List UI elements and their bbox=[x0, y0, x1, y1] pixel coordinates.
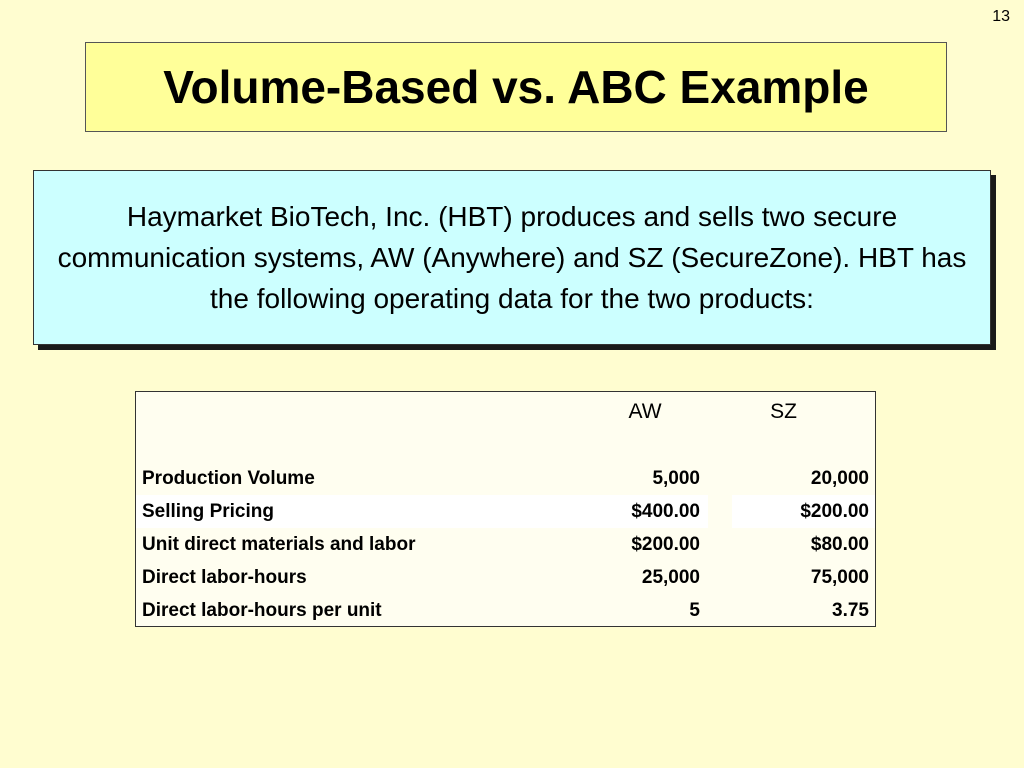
page-number: 13 bbox=[992, 8, 1010, 25]
table-row bbox=[136, 561, 875, 594]
description-box bbox=[33, 170, 991, 345]
sz-value: $200.00 bbox=[732, 495, 875, 528]
table-row bbox=[136, 594, 875, 627]
spacer-row bbox=[136, 432, 875, 462]
table-row bbox=[136, 528, 875, 561]
table-row bbox=[136, 495, 875, 528]
row-label: Selling Pricing bbox=[136, 495, 572, 528]
title-box bbox=[85, 42, 947, 132]
header-aw: AW bbox=[628, 400, 662, 423]
slide-title: Volume-Based vs. ABC Example bbox=[163, 61, 869, 113]
row-label: Production Volume bbox=[142, 467, 315, 489]
header-blank bbox=[136, 392, 572, 432]
header-gap bbox=[708, 392, 732, 432]
aw-value: 5,000 bbox=[652, 467, 700, 489]
sz-value: $80.00 bbox=[810, 533, 869, 555]
operating-data-table bbox=[135, 391, 876, 627]
sz-value: 75,000 bbox=[810, 566, 869, 588]
row-label: Direct labor-hours bbox=[142, 566, 307, 588]
row-label: Direct labor-hours per unit bbox=[142, 599, 382, 621]
aw-value: $400.00 bbox=[572, 495, 708, 528]
aw-value: 5 bbox=[689, 599, 700, 621]
sz-value: 3.75 bbox=[832, 599, 869, 621]
table-row bbox=[136, 462, 875, 495]
aw-value: $200.00 bbox=[631, 533, 700, 555]
table-header-row bbox=[136, 392, 875, 432]
row-label: Unit direct materials and labor bbox=[142, 533, 416, 555]
sz-value: 20,000 bbox=[810, 467, 869, 489]
aw-value: 25,000 bbox=[641, 566, 700, 588]
description-text: Haymarket BioTech, Inc. (HBT) produces and sells two secure communication systems, AW (Anywhere) and SZ (SecureZone). HBT has the following operating data for the two products: bbox=[57, 201, 967, 314]
header-sz: SZ bbox=[770, 400, 797, 423]
